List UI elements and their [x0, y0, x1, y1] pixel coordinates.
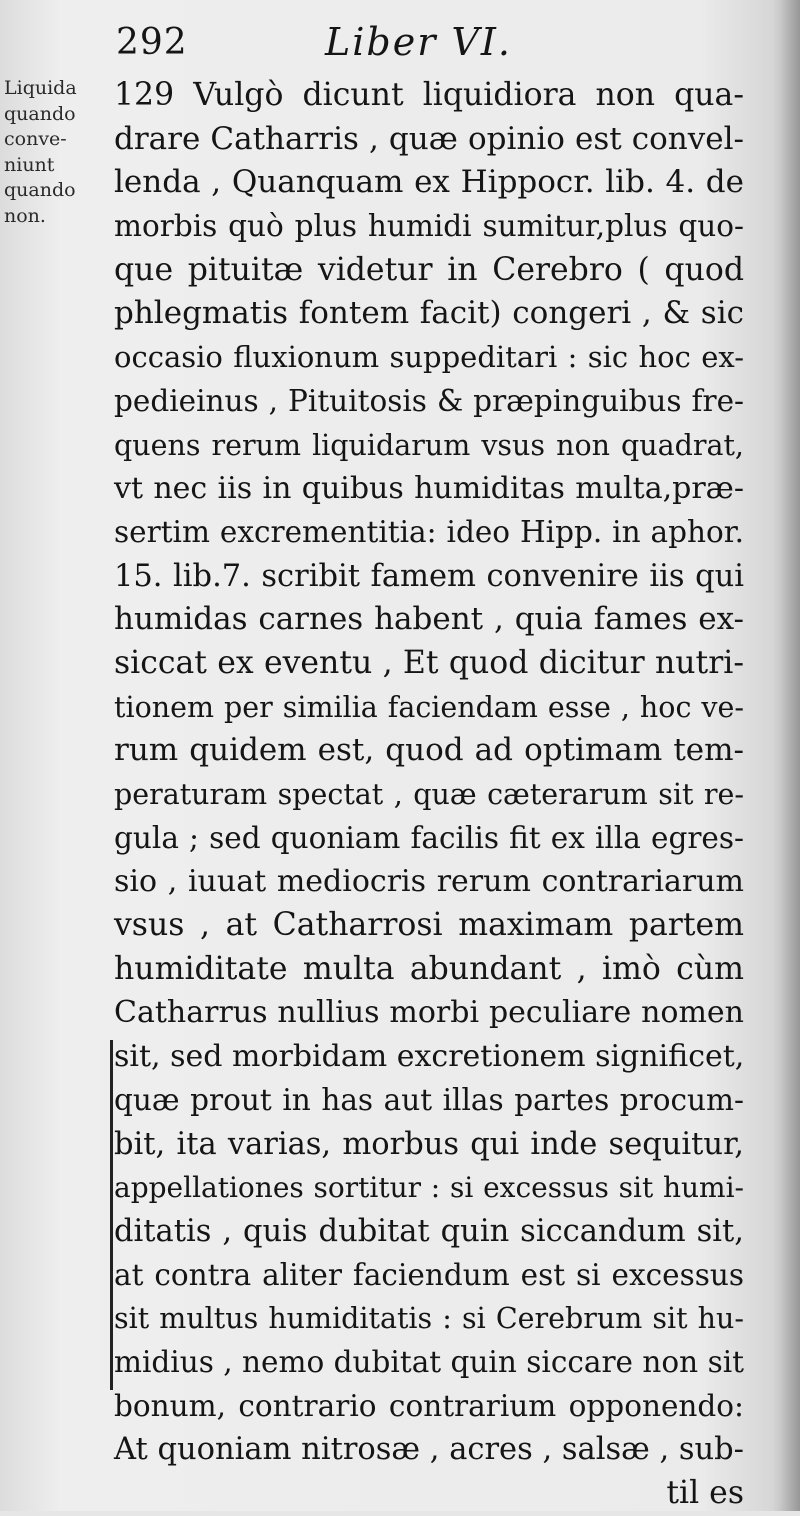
- margin-note-line: Liquida: [4, 77, 77, 99]
- text-line: gula ; sed quoniam facilis fit ex illa egres-: [114, 820, 744, 855]
- text-line: quens rerum liquidarum vsus non quadrat,: [114, 428, 744, 462]
- text-line: que pituitæ videtur in Cerebro ( quod: [114, 251, 744, 288]
- text-line: Catharrus nullius morbi peculiare nomen: [114, 995, 744, 1031]
- margin-note: [4, 76, 104, 229]
- text-line: ditatis , quis dubitat quin siccandum sit,: [114, 1213, 744, 1249]
- margin-note-line: non.: [4, 204, 46, 227]
- text-line: bonum, contrario contrarium opponendo:: [114, 1388, 744, 1423]
- text-line: tionem per similia faciendam esse , hoc ve-: [114, 690, 744, 724]
- text-line: quæ prout in has aut illas partes procum-: [114, 1082, 744, 1117]
- text-line: at contra aliter faciendum est si excessus: [114, 1257, 744, 1292]
- text-line: At quoniam nitrosæ , acres , salsæ , sub-: [114, 1432, 744, 1468]
- text-line: humidas carnes habent , quia fames ex-: [114, 601, 744, 638]
- text-line: peraturam spectat , quæ cæterarum sit re-: [114, 778, 744, 811]
- text-line: morbis quò plus humidi sumitur,plus quo-: [114, 209, 744, 244]
- text-line: pedieinus , Pituitosis & præpinguibus fre-: [114, 383, 744, 418]
- text-line: phlegmatis fontem facit) congeri , & sic: [114, 295, 744, 332]
- margin-note-line: quando: [4, 179, 76, 201]
- margin-note-line: quando: [4, 102, 76, 125]
- text-line: 15. lib.7. scribit famem convenire iis qui: [114, 558, 744, 594]
- margin-rule: [110, 1040, 113, 1390]
- text-line: bit, ita varias, morbus qui inde sequitur,: [114, 1126, 744, 1162]
- running-head: Liber VI.: [325, 20, 512, 64]
- text-line: humiditate multa abundant , imò cùm: [114, 950, 744, 987]
- text-line: drare Catharris , quæ opinio est convel-: [114, 120, 744, 157]
- text-line: sertim excrementitia: ideo Hipp. in aphor.: [114, 514, 744, 549]
- text-line: 129 Vulgò dicunt liquidiora non qua-: [114, 77, 744, 113]
- margin-note-line: niunt: [4, 153, 55, 176]
- text-line: vt nec iis in quibus humiditas multa,præ-: [114, 471, 744, 507]
- page-number: 292: [116, 22, 188, 63]
- text-line: appellationes sortitur : si excessus sit humi-: [114, 1171, 744, 1205]
- text-line: sit multus humiditatis : si Cerebrum sit hu-: [114, 1302, 744, 1336]
- text-line: sio , iuuat mediocris rerum contrariarum: [114, 864, 744, 900]
- body-text: [114, 74, 744, 1516]
- text-line: siccat ex eventu , Et quod dicitur nutri-: [114, 644, 744, 681]
- gutter-shadow: [772, 0, 800, 1511]
- margin-note-line: conve-: [4, 128, 67, 150]
- text-line: rum quidem est, quod ad optimam tem-: [114, 732, 744, 769]
- page-header: [110, 18, 730, 68]
- text-line: vsus , at Catharrosi maximam partem: [114, 907, 744, 944]
- text-line: occasio fluxionum suppeditari : sic hoc ex-: [114, 340, 744, 375]
- text-line: midius , nemo dubitat quin siccare non sit: [114, 1344, 744, 1379]
- text-line: sit, sed morbidam excretionem significet,: [114, 1039, 745, 1075]
- catchword: til es: [666, 1475, 744, 1511]
- text-line: lenda , Quanquam ex Hippocr. lib. 4. de: [114, 164, 744, 201]
